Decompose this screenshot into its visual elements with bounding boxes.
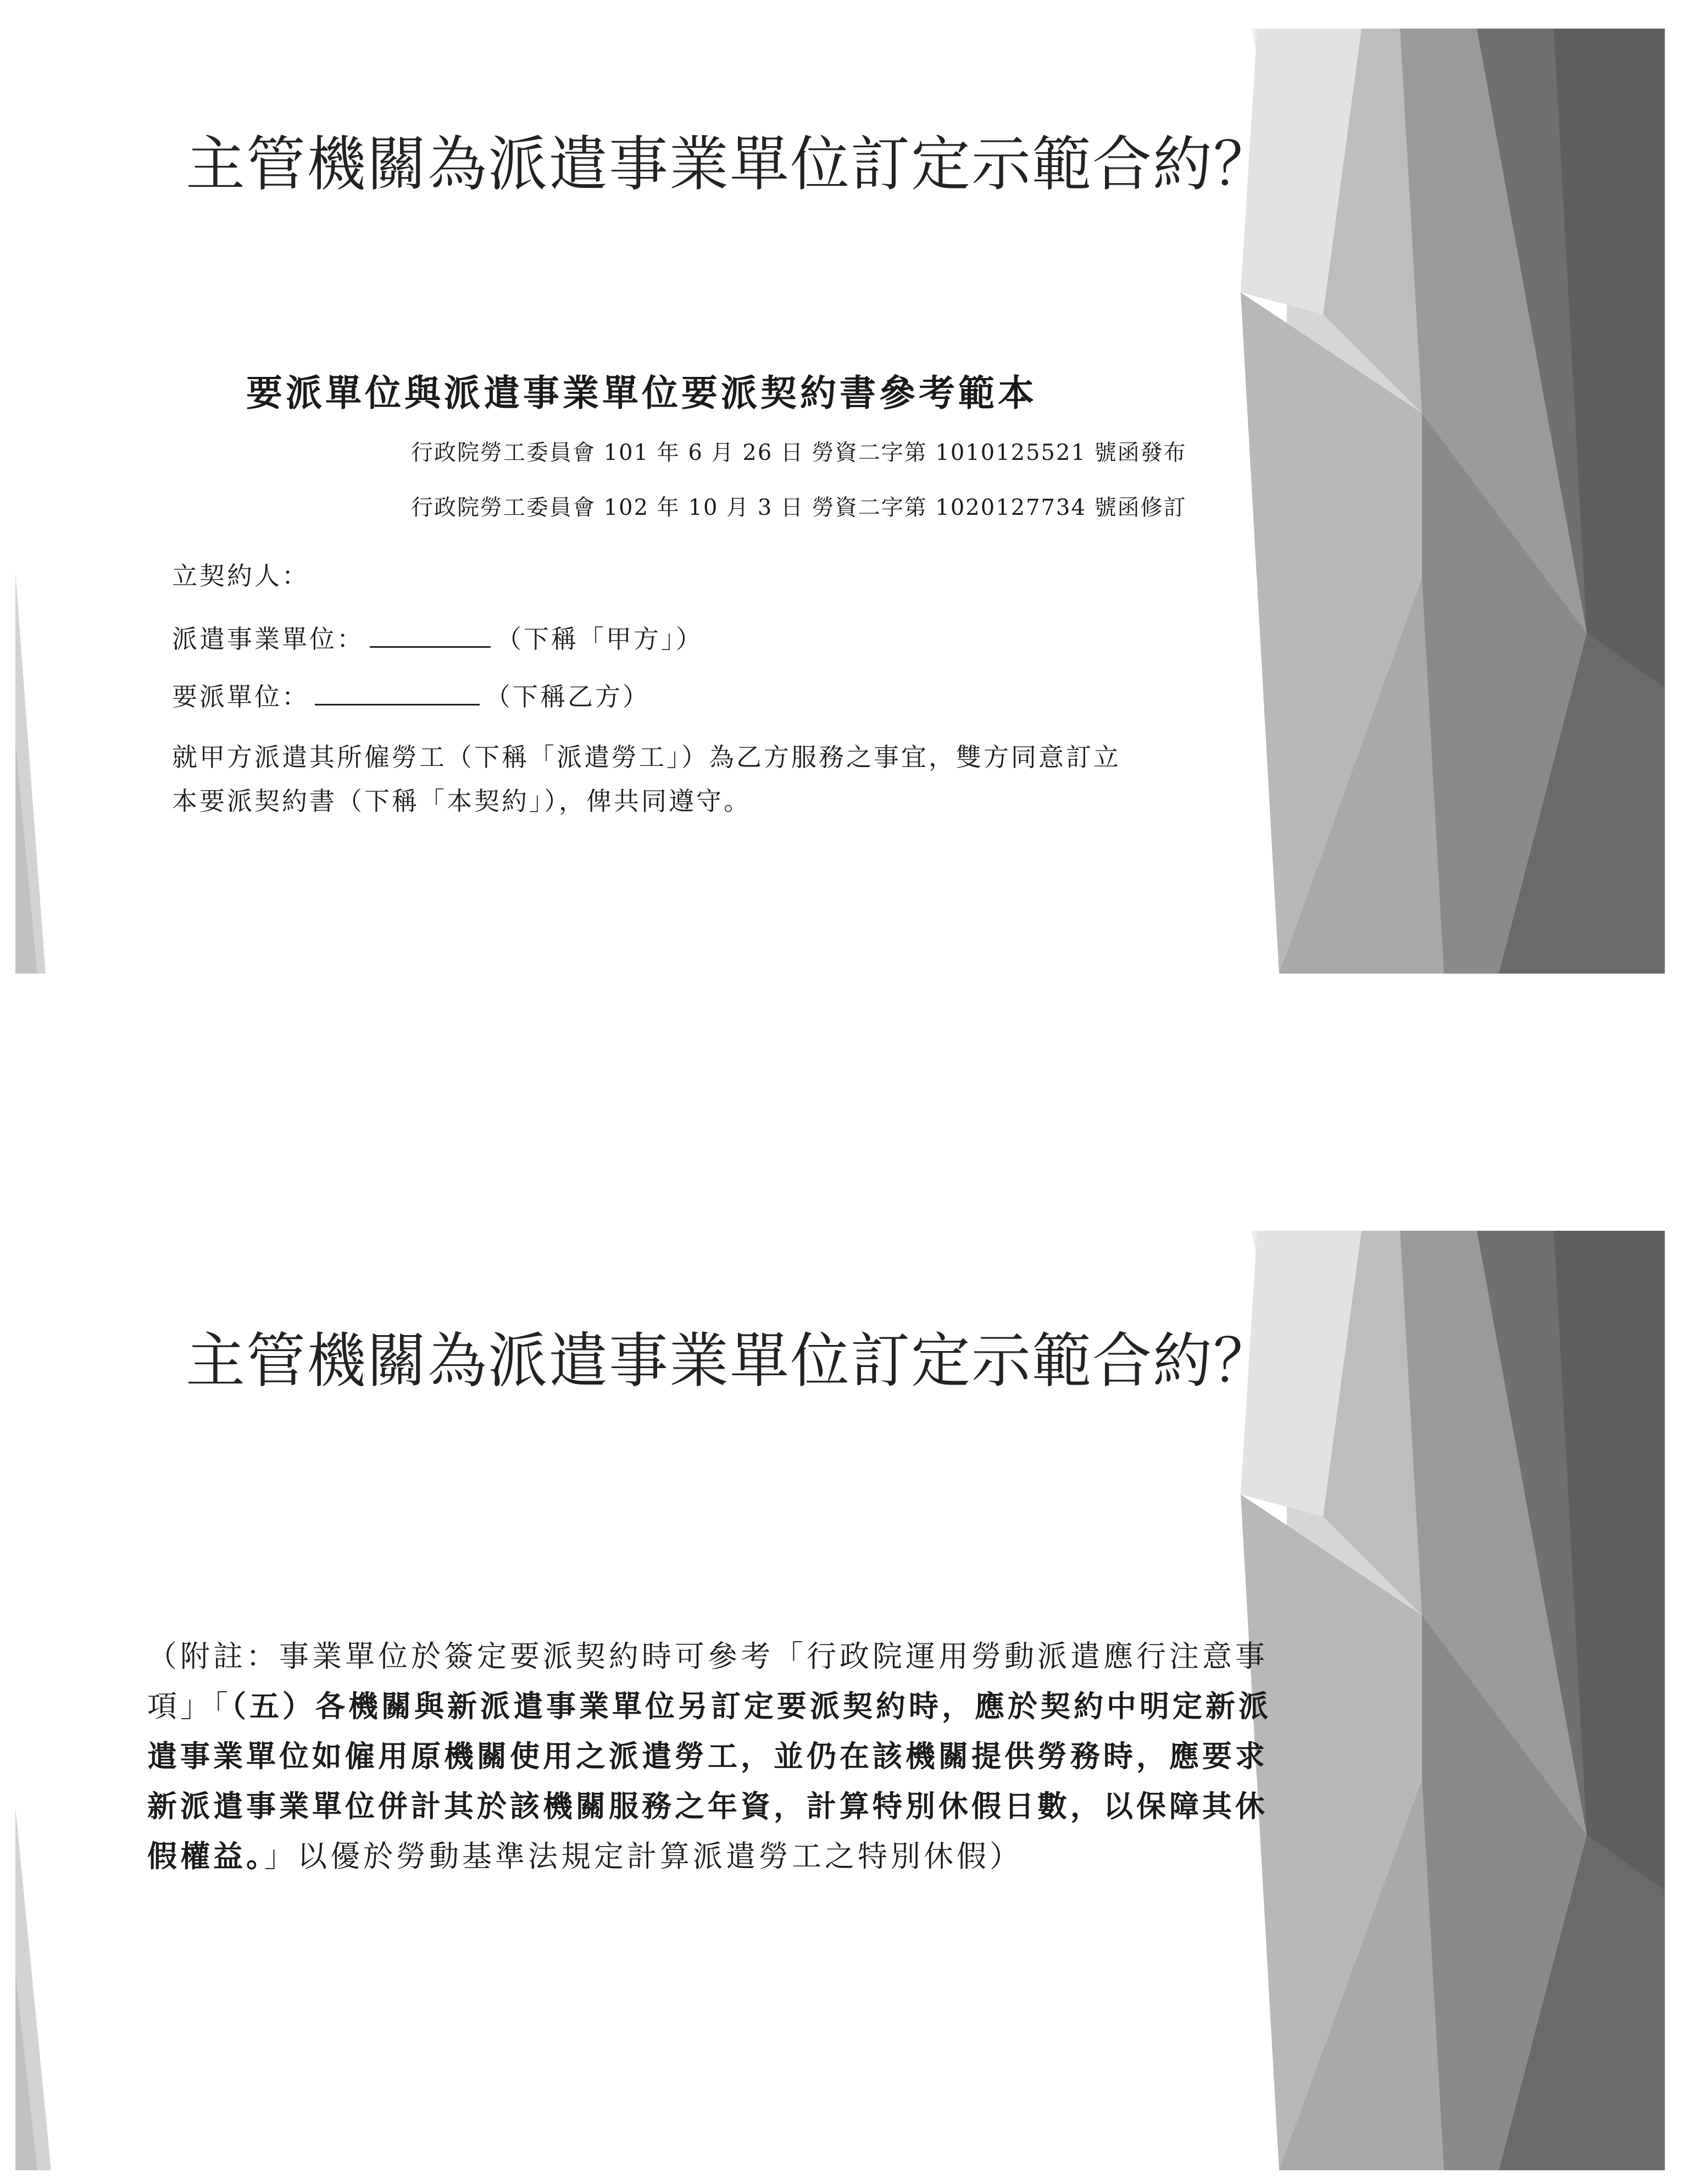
footnote-line-4 [147,1781,1279,1831]
footnote-text [147,1632,1279,1881]
party-a-blank [370,626,491,648]
footnote-line-5-bold: 假權益。 [147,1838,264,1874]
party-a-label: 派遣事業單位： [172,624,364,654]
footnote-line-2-bold: （五）各機關與新派遣事業單位另訂定要派契約時，應於契約中明定新派 [231,1688,1271,1724]
party-b-line [172,677,650,713]
footnote-line-1: （附註：事業單位於簽定要派契約時可參考「行政院運用勞動派遣應行注意事 [147,1639,1268,1674]
slide-title: 主管機關為派遣事業單位訂定示範合約？ [186,130,1274,199]
footnote-line-3-bold: 遣事業單位如僱用原機關使用之派遣勞工，並仍在該機關提供勞務時，應要求 [147,1738,1268,1774]
footnote-line-2-quote: 項」「 [147,1689,231,1724]
party-b-label: 要派單位： [172,682,309,712]
party-a-line [172,619,703,655]
footnote-line-2 [147,1681,1279,1731]
slide-title: 主管機關為派遣事業單位訂定示範合約？ [186,1327,1274,1396]
document-heading: 要派單位與派遣事業單位要派契約書參考範本 [246,371,1037,414]
parties-label: 立契約人： [172,561,309,591]
footnote-line-5-tail: 」以優於勞動基準法規定計算派遣勞工之特別休假） [264,1839,1023,1874]
party-b-blank [315,684,480,705]
body-text-line-1: 就甲方派遣其所僱勞工（下稱「派遣勞工」）為乙方服務之事宜，雙方同意訂立 [172,742,1121,772]
issuance-reference: 行政院勞工委員會 101 年 6 月 26 日 勞資二字第 1010125521 號函發布 [411,440,1187,465]
footnote-line-3 [147,1731,1279,1781]
slide-1 [15,29,1665,974]
footnote-line-5 [147,1831,1279,1881]
amendment-reference: 行政院勞工委員會 102 年 10 月 3 日 勞資二字第 1020127734 號函修訂 [411,495,1187,520]
slide-2 [15,1231,1665,2170]
party-b-alias: （下稱乙方） [485,682,650,712]
body-text-line-2: 本要派契約書（下稱「本契約」），俾共同遵守。 [172,786,751,816]
footnote-line-4-bold: 新派遣事業單位併計其於該機關服務之年資，計算特別休假日數，以保障其休 [147,1788,1268,1824]
party-a-alias: （下稱「甲方」） [496,624,703,654]
